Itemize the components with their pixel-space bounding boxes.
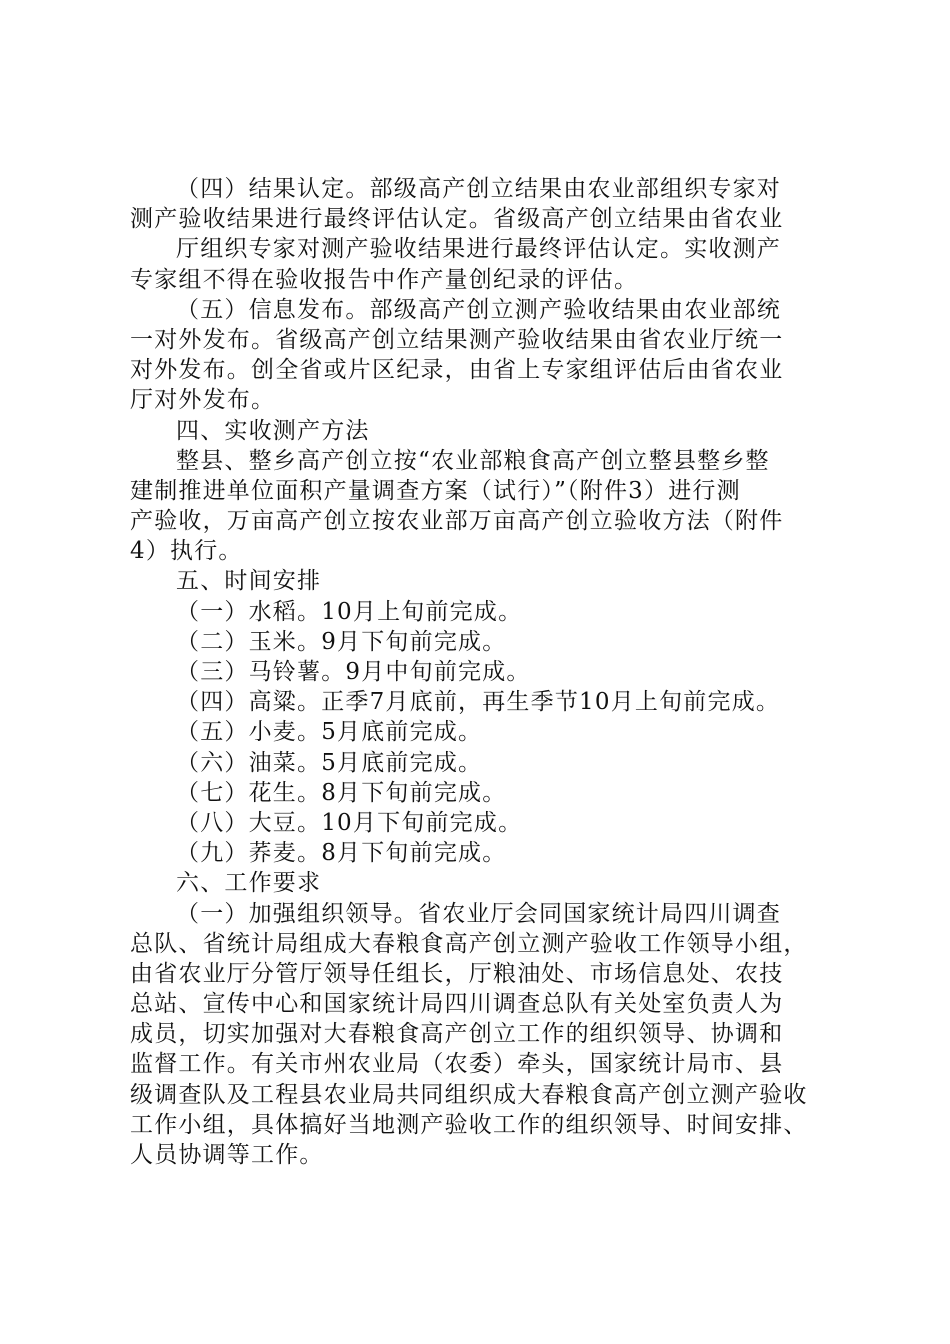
- schedule-item: （七）花生。8月下旬前完成。: [176, 779, 507, 806]
- schedule-item: （六）油菜。5月底前完成。: [176, 749, 483, 776]
- section-heading: 五、时间安排: [176, 568, 322, 595]
- paragraph-line: 整县、整乡高产创立按“农业部粮食高产创立整县整乡整: [176, 447, 770, 474]
- paragraph-line: 成员，切实加强对大春粮食高产创立工作的组织领导、协调和: [130, 1021, 784, 1048]
- paragraph-line: 一对外发布。省级高产创立结果测产验收结果由省农业厅统一: [130, 326, 784, 353]
- paragraph-line: 由省农业厅分管厅领导任组长，厅粮油处、市场信息处、农技: [130, 960, 784, 987]
- section-heading: 四、实收测产方法: [176, 417, 370, 444]
- schedule-item: （五）小麦。5月底前完成。: [176, 719, 483, 746]
- paragraph-line: （五）信息发布。部级高产创立测产验收结果由农业部统: [176, 296, 781, 323]
- schedule-item: （二）玉米。9月下旬前完成。: [176, 628, 507, 655]
- paragraph-line: 工作小组，具体搞好当地测产验收工作的组织领导、时间安排、: [130, 1111, 808, 1138]
- paragraph-line: 厅对外发布。: [130, 387, 276, 414]
- paragraph-line: 总队、省统计局组成大春粮食高产创立测产验收工作领导小组，: [130, 930, 808, 957]
- paragraph-line: （四）结果认定。部级高产创立结果由农业部组织专家对: [176, 176, 781, 202]
- document-body: [130, 174, 830, 1170]
- schedule-item: （三）马铃薯。9月中旬前完成。: [176, 659, 531, 685]
- paragraph-line: 产验收，万亩高产创立按农业部万亩高产创立验收方法（附件: [130, 508, 784, 535]
- schedule-item: （八）大豆。10月下旬前完成。: [176, 809, 523, 836]
- schedule-item: （九）荞麦。8月下旬前完成。: [176, 840, 507, 867]
- paragraph-line: 建制推进单位面积产量调查方案（试行）”（附件3）进行测: [130, 477, 741, 504]
- paragraph-line: 专家组不得在验收报告中作产量创纪录的评估。: [130, 266, 639, 293]
- paragraph-line: 4）执行。: [130, 538, 243, 565]
- schedule-item: （一）水稻。10月上旬前完成。: [176, 598, 523, 625]
- paragraph-line: 对外发布。创全省或片区纪录，由省上专家组评估后由省农业: [130, 357, 784, 384]
- paragraph-line: 测产验收结果进行最终评估认定。省级高产创立结果由省农业: [130, 206, 784, 233]
- paragraph-line: （一）加强组织领导。省农业厅会同国家统计局四川调查: [176, 900, 781, 927]
- section-heading: 六、工作要求: [176, 870, 322, 897]
- paragraph-line: 级调查队及工程县农业局共同组织成大春粮食高产创立测产验收: [130, 1081, 808, 1108]
- paragraph-line: 人员协调等工作。: [130, 1142, 324, 1168]
- paragraph-line: 厅组织专家对测产验收结果进行最终评估认定。实收测产: [176, 236, 781, 263]
- paragraph-line: 监督工作。有关市州农业局（农委）牵头，国家统计局市、县: [130, 1051, 784, 1078]
- paragraph-line: 总站、宣传中心和国家统计局四川调查总队有关处室负责人为: [130, 991, 784, 1018]
- schedule-item: （四）高粱。正季7月底前，再生季节10月上旬前完成。: [176, 689, 781, 716]
